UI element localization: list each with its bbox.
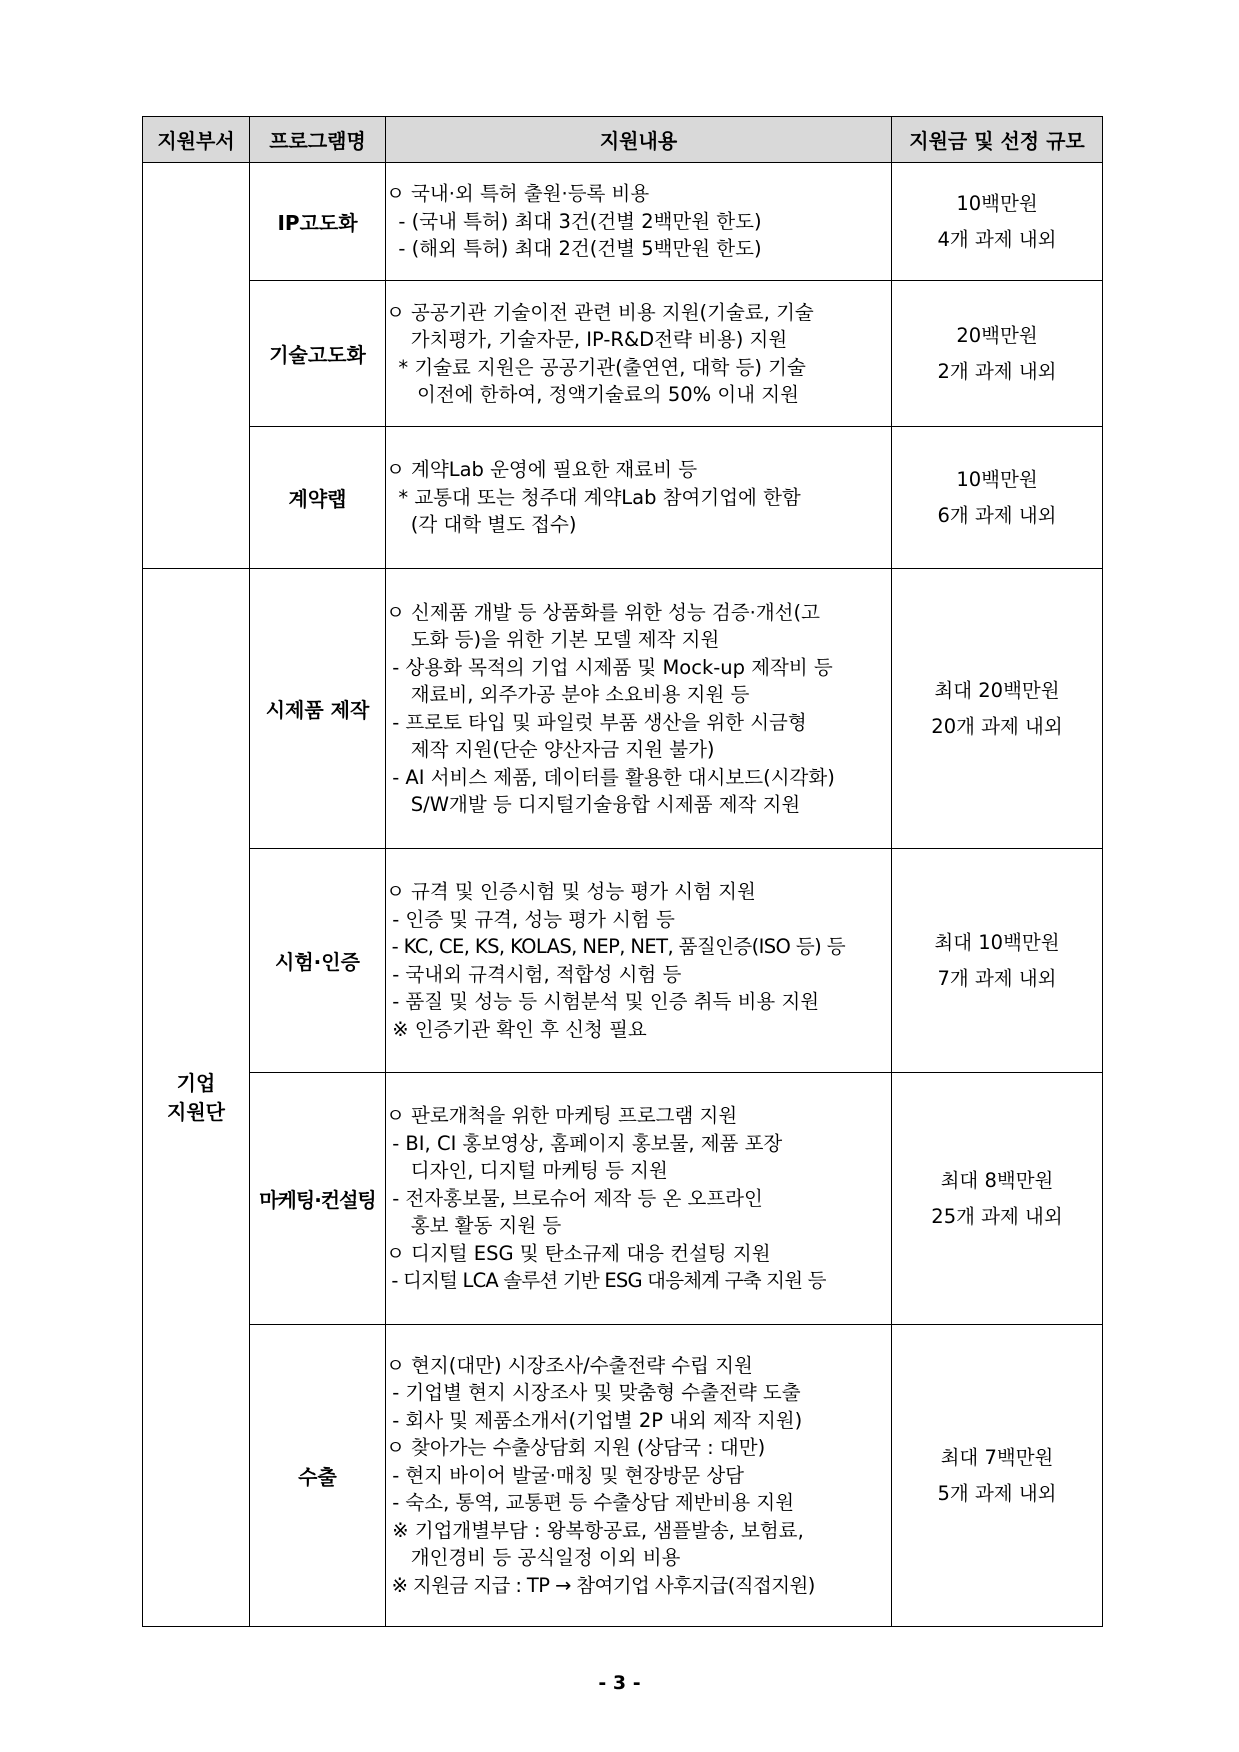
content-line: - 상용화 목적의 기업 시제품 및 Mock-up 제작비 등 bbox=[386, 655, 833, 679]
content-line: 재료비, 외주가공 분야 소요비용 지원 등 bbox=[386, 683, 750, 706]
program-name: IP고도화 bbox=[250, 163, 386, 281]
content-line: - KC, CE, KS, KOLAS, NEP, NET, 품질인증(ISO 등) 등 bbox=[386, 935, 845, 958]
content-line: ㅇ 디지털 ESG 및 탄소규제 대응 컨설팅 지원 bbox=[386, 1241, 771, 1265]
amount-value: 20백만원 bbox=[956, 323, 1038, 347]
dept-name-line1: 기업 bbox=[176, 1070, 216, 1095]
content-cell bbox=[386, 1325, 892, 1627]
content-line: - 프로토 타입 및 파일럿 부품 생산을 위한 시금형 bbox=[386, 710, 807, 734]
dept-cell-group1 bbox=[143, 163, 250, 569]
content-line: ※ 기업개별부담 : 왕복항공료, 샘플발송, 보험료, bbox=[386, 1518, 804, 1542]
content-line: ㅇ 규격 및 인증시험 및 성능 평가 시험 지원 bbox=[386, 880, 756, 903]
content-cell bbox=[386, 427, 892, 569]
amount-count: 25개 과제 내외 bbox=[931, 1204, 1063, 1228]
content-line: ㅇ 현지(대만) 시장조사/수출전략 수립 지원 bbox=[386, 1353, 753, 1377]
header-program: 프로그램명 bbox=[250, 117, 386, 163]
header-amount: 지원금 및 선정 규모 bbox=[892, 117, 1103, 163]
content-line: 도화 등)을 위한 기본 모델 제작 지원 bbox=[386, 628, 720, 651]
amount-count: 5개 과제 내외 bbox=[937, 1481, 1057, 1505]
content-line: ㅇ 판로개척을 위한 마케팅 프로그램 지원 bbox=[386, 1104, 738, 1128]
amount-cell bbox=[892, 281, 1103, 427]
amount-cell bbox=[892, 163, 1103, 281]
content-line: (각 대학 별도 접수) bbox=[386, 513, 577, 537]
amount-cell bbox=[892, 569, 1103, 849]
amount-cell bbox=[892, 849, 1103, 1073]
content-line: 제작 지원(단순 양산자금 지원 불가) bbox=[386, 738, 715, 761]
content-line: - AI 서비스 제품, 데이터를 활용한 대시보드(시각화) bbox=[386, 765, 835, 789]
header-dept: 지원부서 bbox=[143, 117, 250, 163]
amount-count: 6개 과제 내외 bbox=[937, 503, 1057, 527]
dept-cell-group2 bbox=[143, 569, 250, 1627]
content-line: 이전에 한하여, 정액기술료의 50% 이내 지원 bbox=[386, 383, 799, 406]
content-cell bbox=[386, 163, 892, 281]
page-number: - 3 - bbox=[598, 1672, 641, 1694]
content-line: ㅇ 찾아가는 수출상담회 지원 (상담국 : 대만) bbox=[386, 1436, 766, 1460]
content-line: - BI, CI 홍보영상, 홈페이지 홍보물, 제품 포장 bbox=[386, 1131, 783, 1155]
content-cell bbox=[386, 569, 892, 849]
table-row bbox=[143, 849, 1103, 1073]
table-header-row bbox=[143, 117, 1103, 163]
content-line: - 기업별 현지 시장조사 및 맞춤형 수출전략 도출 bbox=[386, 1381, 801, 1405]
content-line: - (해외 특허) 최대 2건(건별 5백만원 한도) bbox=[386, 237, 762, 261]
program-name: 기술고도화 bbox=[250, 281, 386, 427]
table-row bbox=[143, 1325, 1103, 1627]
content-cell bbox=[386, 849, 892, 1073]
table-row bbox=[143, 281, 1103, 427]
content-line: - 국내외 규격시험, 적합성 시험 등 bbox=[386, 962, 682, 986]
amount-value: 10백만원 bbox=[956, 467, 1038, 491]
amount-cell bbox=[892, 1325, 1103, 1627]
program-name: 마케팅·컨설팅 bbox=[250, 1073, 386, 1325]
amount-count: 4개 과제 내외 bbox=[937, 227, 1057, 251]
content-line: ㅇ 신제품 개발 등 상품화를 위한 성능 검증·개선(고 bbox=[386, 600, 820, 624]
content-line: - 디지털 LCA 솔루션 기반 ESG 대응체계 구축 지원 등 bbox=[386, 1269, 826, 1293]
content-line: ㅇ 계약Lab 운영에 필요한 재료비 등 bbox=[386, 458, 698, 482]
content-line: * 기술료 지원은 공공기관(출연연, 대학 등) 기술 bbox=[386, 355, 806, 379]
amount-value: 최대 20백만원 bbox=[934, 678, 1060, 702]
content-line: 디자인, 디지털 마케팅 등 지원 bbox=[386, 1159, 668, 1183]
amount-cell bbox=[892, 1073, 1103, 1325]
content-line: ㅇ 공공기관 기술이전 관련 비용 지원(기술료, 기술 bbox=[386, 300, 814, 324]
content-line: - 숙소, 통역, 교통편 등 수출상담 제반비용 지원 bbox=[386, 1491, 795, 1515]
amount-count: 20개 과제 내외 bbox=[931, 714, 1063, 738]
program-name: 수출 bbox=[250, 1325, 386, 1627]
amount-cell bbox=[892, 427, 1103, 569]
table-row bbox=[143, 569, 1103, 849]
content-line: ※ 인증기관 확인 후 신청 필요 bbox=[386, 1017, 647, 1041]
table-row bbox=[143, 427, 1103, 569]
content-line: - 인증 및 규격, 성능 평가 시험 등 bbox=[386, 907, 675, 931]
program-name: 시제품 제작 bbox=[250, 569, 386, 849]
program-name: 시험·인증 bbox=[250, 849, 386, 1073]
content-line: ㅇ 국내·외 특허 출원·등록 비용 bbox=[386, 182, 650, 206]
content-line: - (국내 특허) 최대 3건(건별 2백만원 한도) bbox=[386, 209, 762, 233]
content-line: - 현지 바이어 발굴·매칭 및 현장방문 상담 bbox=[386, 1463, 745, 1487]
content-line: 홍보 활동 지원 등 bbox=[386, 1214, 562, 1238]
content-line: - 전자홍보물, 브로슈어 제작 등 온 오프라인 bbox=[386, 1186, 763, 1210]
amount-count: 7개 과제 내외 bbox=[937, 966, 1057, 990]
amount-value: 최대 7백만원 bbox=[940, 1445, 1054, 1469]
content-line: * 교통대 또는 청주대 계약Lab 참여기업에 한함 bbox=[386, 485, 801, 509]
table-row bbox=[143, 1073, 1103, 1325]
program-name: 계약랩 bbox=[250, 427, 386, 569]
amount-value: 최대 10백만원 bbox=[934, 930, 1060, 954]
content-cell bbox=[386, 1073, 892, 1325]
content-line: 개인경비 등 공식일정 이외 비용 bbox=[386, 1546, 681, 1570]
content-line: 가치평가, 기술자문, IP-R&D전략 비용) 지원 bbox=[386, 328, 788, 351]
amount-value: 최대 8백만원 bbox=[940, 1168, 1054, 1192]
support-program-table bbox=[142, 116, 1103, 1627]
table-row bbox=[143, 163, 1103, 281]
content-cell bbox=[386, 281, 892, 427]
header-content: 지원내용 bbox=[386, 117, 892, 163]
dept-name-line2: 지원단 bbox=[167, 1099, 225, 1124]
content-line: - 품질 및 성능 등 시험분석 및 인증 취득 비용 지원 bbox=[386, 990, 820, 1013]
content-line: - 회사 및 제품소개서(기업별 2P 내외 제작 지원) bbox=[386, 1408, 803, 1432]
amount-count: 2개 과제 내외 bbox=[937, 359, 1057, 383]
content-line: S/W개발 등 디지털기술융합 시제품 제작 지원 bbox=[386, 793, 801, 816]
amount-value: 10백만원 bbox=[956, 191, 1038, 215]
content-line: ※ 지원금 지급 : TP → 참여기업 사후지급(직접지원) bbox=[386, 1573, 815, 1597]
